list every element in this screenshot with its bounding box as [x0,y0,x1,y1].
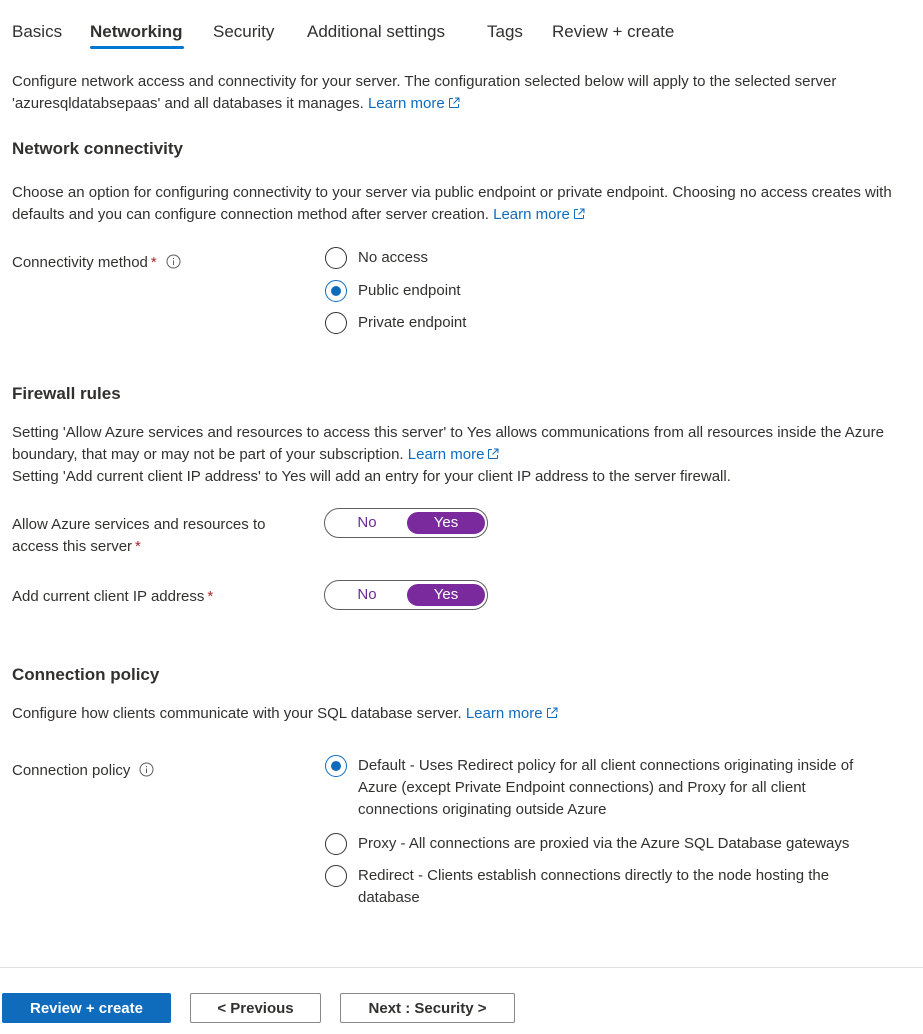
connection-policy-label: Connection policy [12,760,154,782]
required-asterisk: * [150,254,157,271]
network-learn-more-link[interactable]: Learn more [493,206,585,223]
radio-button[interactable] [325,833,347,855]
radio-label: No access [358,249,429,266]
client-ip-toggle[interactable] [324,580,488,610]
radio-button-checked[interactable] [325,755,347,777]
toggle-option-yes[interactable]: Yes [407,584,485,606]
required-asterisk: * [207,588,214,605]
radio-no-access[interactable] [325,247,428,269]
tab-security[interactable]: Security [213,22,275,41]
toggle-option-yes[interactable]: Yes [407,512,485,534]
firewall-text-1: Setting 'Allow Azure services and resources to access this server' to Yes allows communications from all resources inside the Azure boundary, that may or may not be part of your subscription. [12,424,884,463]
footer-divider [0,967,923,968]
radio-label: Private endpoint [358,314,467,331]
tab-review-create[interactable]: Review + create [552,22,675,41]
firewall-description [12,422,902,488]
radio-button[interactable] [325,247,347,269]
next-security-button[interactable]: Next : Security > [340,993,515,1023]
radio-label: Proxy - All connections are proxied via the Azure SQL Database gateways [358,835,850,852]
tab-networking[interactable]: Networking [90,22,183,41]
radio-policy-proxy[interactable] [325,833,883,855]
connection-learn-more-link[interactable]: Learn more [466,705,558,722]
info-icon[interactable] [166,254,181,269]
radio-policy-default[interactable] [325,755,883,821]
connection-policy-description [12,703,902,725]
tab-additional-settings[interactable]: Additional settings [307,22,445,41]
network-connectivity-description [12,182,902,226]
firewall-text-2: Setting 'Add current client IP address' to Yes will add an entry for your client IP address to the server firewall. [12,468,731,485]
radio-label: Default - Uses Redirect policy for all client connections originating inside of Azure (except Private Endpoint connections) and Proxy for all client connections originating outside Azure [358,757,854,818]
radio-button[interactable] [325,865,347,887]
wizard-tabs [0,0,923,60]
radio-label: Redirect - Clients establish connections directly to the node hosting the database [358,867,830,906]
intro-text: Configure network access and connectivity for your server. The configuration selected below will apply to the selected server 'azuresqldatabsepaas' and all databases it manages. [12,73,837,112]
active-tab-indicator [90,46,184,49]
review-create-button[interactable]: Review + create [2,993,171,1023]
radio-label: Public endpoint [358,282,461,299]
connection-policy-text: Configure how clients communicate with your SQL database server. [12,705,462,722]
firewall-rules-heading: Firewall rules [12,384,121,403]
intro-description [12,71,902,115]
connectivity-method-label: Connectivity method * [12,252,181,274]
toggle-option-no[interactable]: No [357,586,377,603]
radio-private-endpoint[interactable] [325,312,466,334]
radio-button[interactable] [325,312,347,334]
previous-button[interactable]: < Previous [190,993,321,1023]
connection-policy-heading: Connection policy [12,665,160,684]
external-link-icon [573,208,585,220]
external-link-icon [546,707,558,719]
network-connectivity-heading: Network connectivity [12,139,183,158]
required-asterisk: * [135,538,141,555]
external-link-icon [448,97,460,109]
tab-basics[interactable]: Basics [12,22,63,41]
tab-tags[interactable]: Tags [487,22,523,41]
allow-azure-toggle[interactable] [324,508,488,538]
external-link-icon [487,448,499,460]
radio-policy-redirect[interactable] [325,865,883,909]
toggle-option-no[interactable]: No [357,514,377,531]
info-icon[interactable] [139,762,154,777]
allow-azure-label: Allow Azure services and resources to access this server * [12,516,266,555]
network-connectivity-text: Choose an option for configuring connectivity to your server via public endpoint or private endpoint. Choosing no access creates with defaults and you can configure connection method after server creation. [12,184,892,223]
intro-learn-more-link[interactable]: Learn more [368,95,460,112]
firewall-learn-more-link[interactable]: Learn more [408,446,500,463]
radio-button-checked[interactable] [325,280,347,302]
radio-public-endpoint[interactable] [325,280,461,302]
client-ip-label: Add current client IP address * [12,588,214,605]
